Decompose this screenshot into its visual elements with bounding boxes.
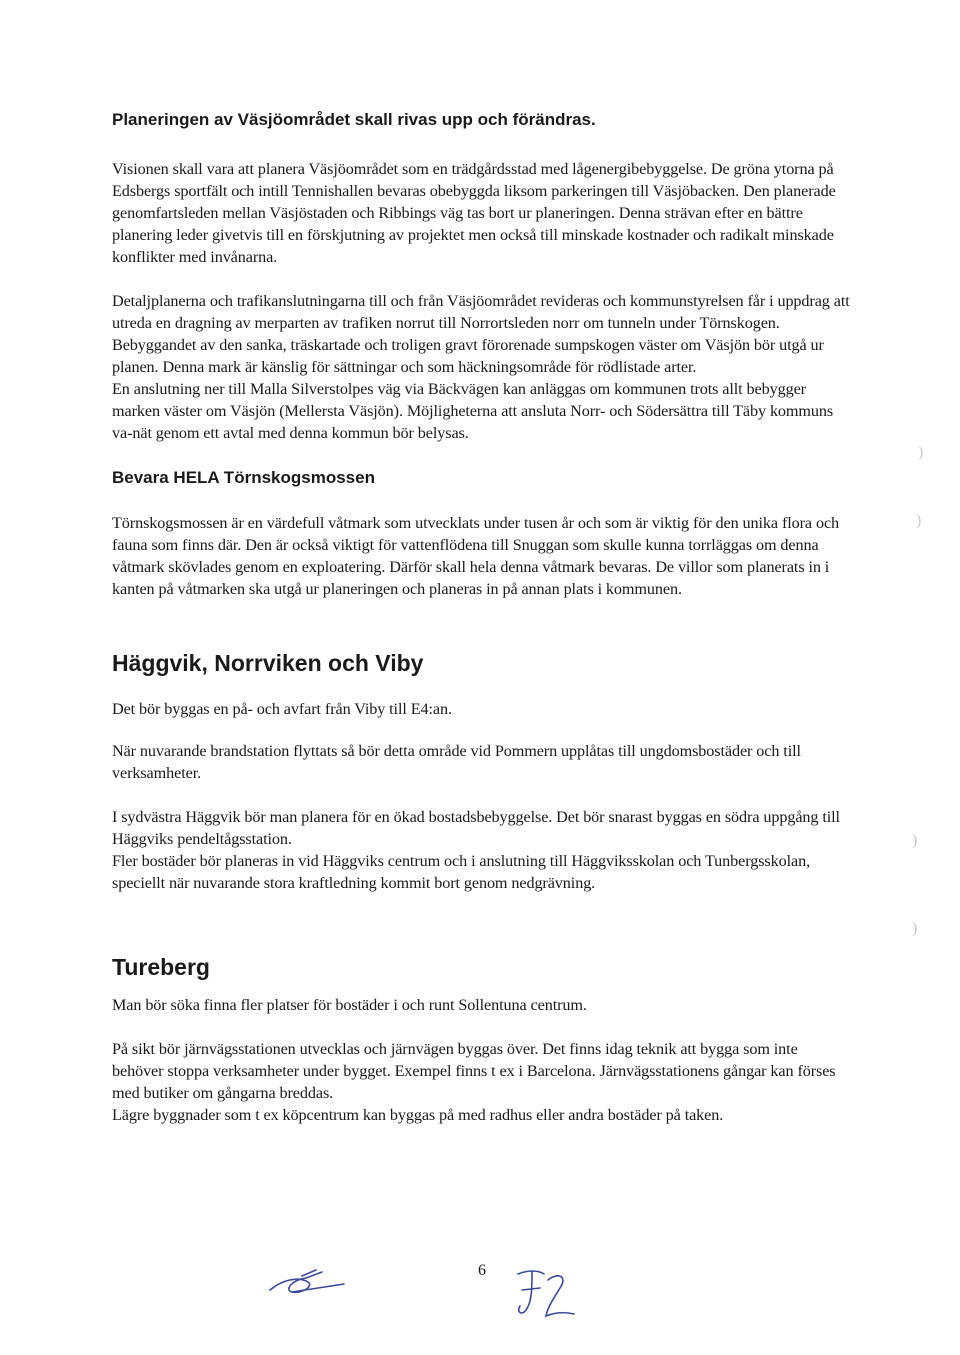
margin-mark: ) — [916, 512, 922, 529]
signature-initials-left-icon — [262, 1262, 352, 1302]
section-heading: Häggvik, Norrviken och Viby — [112, 650, 424, 676]
document-body — [112, 108, 852, 1126]
section-heading: Tureberg — [112, 954, 210, 980]
section-heading: Planeringen av Väsjöområdet skall rivas upp och förändras. — [112, 110, 596, 129]
paragraph: När nuvarande brandstation flyttats så bör detta område vid Pommern upplåtas till ungdomsbostäder och till verksamheter. — [112, 742, 801, 782]
paragraph: Det bör byggas en på- och avfart från Viby till E4:an. — [112, 700, 452, 718]
paragraph: Fler bostäder bör planeras in vid Häggviks centrum och i anslutning till Häggviksskolan och Tunbergsskolan, speciellt när nuvarande stora kraftledning kommit bort genom nedgrävning. — [112, 852, 811, 892]
margin-mark: ) — [912, 920, 918, 937]
paragraph: En anslutning ner till Malla Silverstolpes väg via Bäckvägen kan anläggas om kommunen trots allt bebygger marken väster om Väsjön (Mellersta Väsjön). Möjligheterna att ansluta Norr- och Södersättra till Täby kommuns va-nät genom ett avtal med denna kommun bör belysas. — [112, 380, 834, 442]
paragraph: På sikt bör järnvägsstationen utvecklas och järnvägen byggas över. Det finns idag teknik att bygga som inte behöver stoppa verksamheter under bygget. Exempel finns t ex i Barcelona. Järnvägsstationens gångar kan förses med butiker om gångarna breddas. — [112, 1040, 836, 1102]
paragraph: I sydvästra Häggvik bör man planera för en ökad bostadsbebyggelse. Det bör snarast byggas en södra uppgång till Häggviks pendeltågsstation. — [112, 808, 840, 848]
signature-initials-right-icon — [510, 1262, 580, 1324]
section-heading: Bevara HELA Törnskogsmossen — [112, 468, 375, 487]
paragraph: Detaljplanerna och trafikanslutningarna till och från Väsjöområdet revideras och kommunstyrelsen får i uppdrag att utreda en dragning av merparten av trafiken norrut till Norrortsleden norr om tunneln under Törnskogen. Bebyggandet av den sanka, träskartade och troligen gravt förorenade sumpskogen väster om Väsjön bör utgå ur planen. Denna mark är känslig för sättningar och som häckningsområde för rödlistade arter. — [112, 292, 850, 376]
paragraph: Visionen skall vara att planera Väsjöområdet som en trädgårdsstad med lågenergibebyggelse. De gröna ytorna på Edsbergs sportfält och intill Tennishallen bevaras obebyggda liksom parkeringen till Väsjöbacken. Den planerade genomfartsleden mellan Väsjöstaden och Ribbings väg tas bort ur planeringen. Denna strävan efter en bättre planering leder givetvis till en förskjutning av projektet men också till minskade kostnader och radikalt minskade konflikter med invånarna. — [112, 160, 836, 266]
margin-mark: ) — [912, 832, 918, 849]
margin-mark: ) — [918, 444, 924, 461]
paragraph: Lägre byggnader som t ex köpcentrum kan byggas på med radhus eller andra bostäder på taken. — [112, 1106, 724, 1124]
paragraph: Man bör söka finna fler platser för bostäder i och runt Sollentuna centrum. — [112, 996, 587, 1014]
paragraph: Törnskogsmossen är en värdefull våtmark som utvecklats under tusen år och som är viktig för den unika flora och fauna som finns där. Den är också viktigt för vattenflödena till Snuggan som skulle kunna torrläggas om denna våtmark skövlades genom en exploatering. Därför skall hela denna våtmark bevaras. De villor som planerats in i kanten på våtmarken ska utgå ur planeringen och planeras in på annan plats i kommunen. — [112, 514, 840, 598]
page-number: 6 — [478, 1262, 486, 1279]
